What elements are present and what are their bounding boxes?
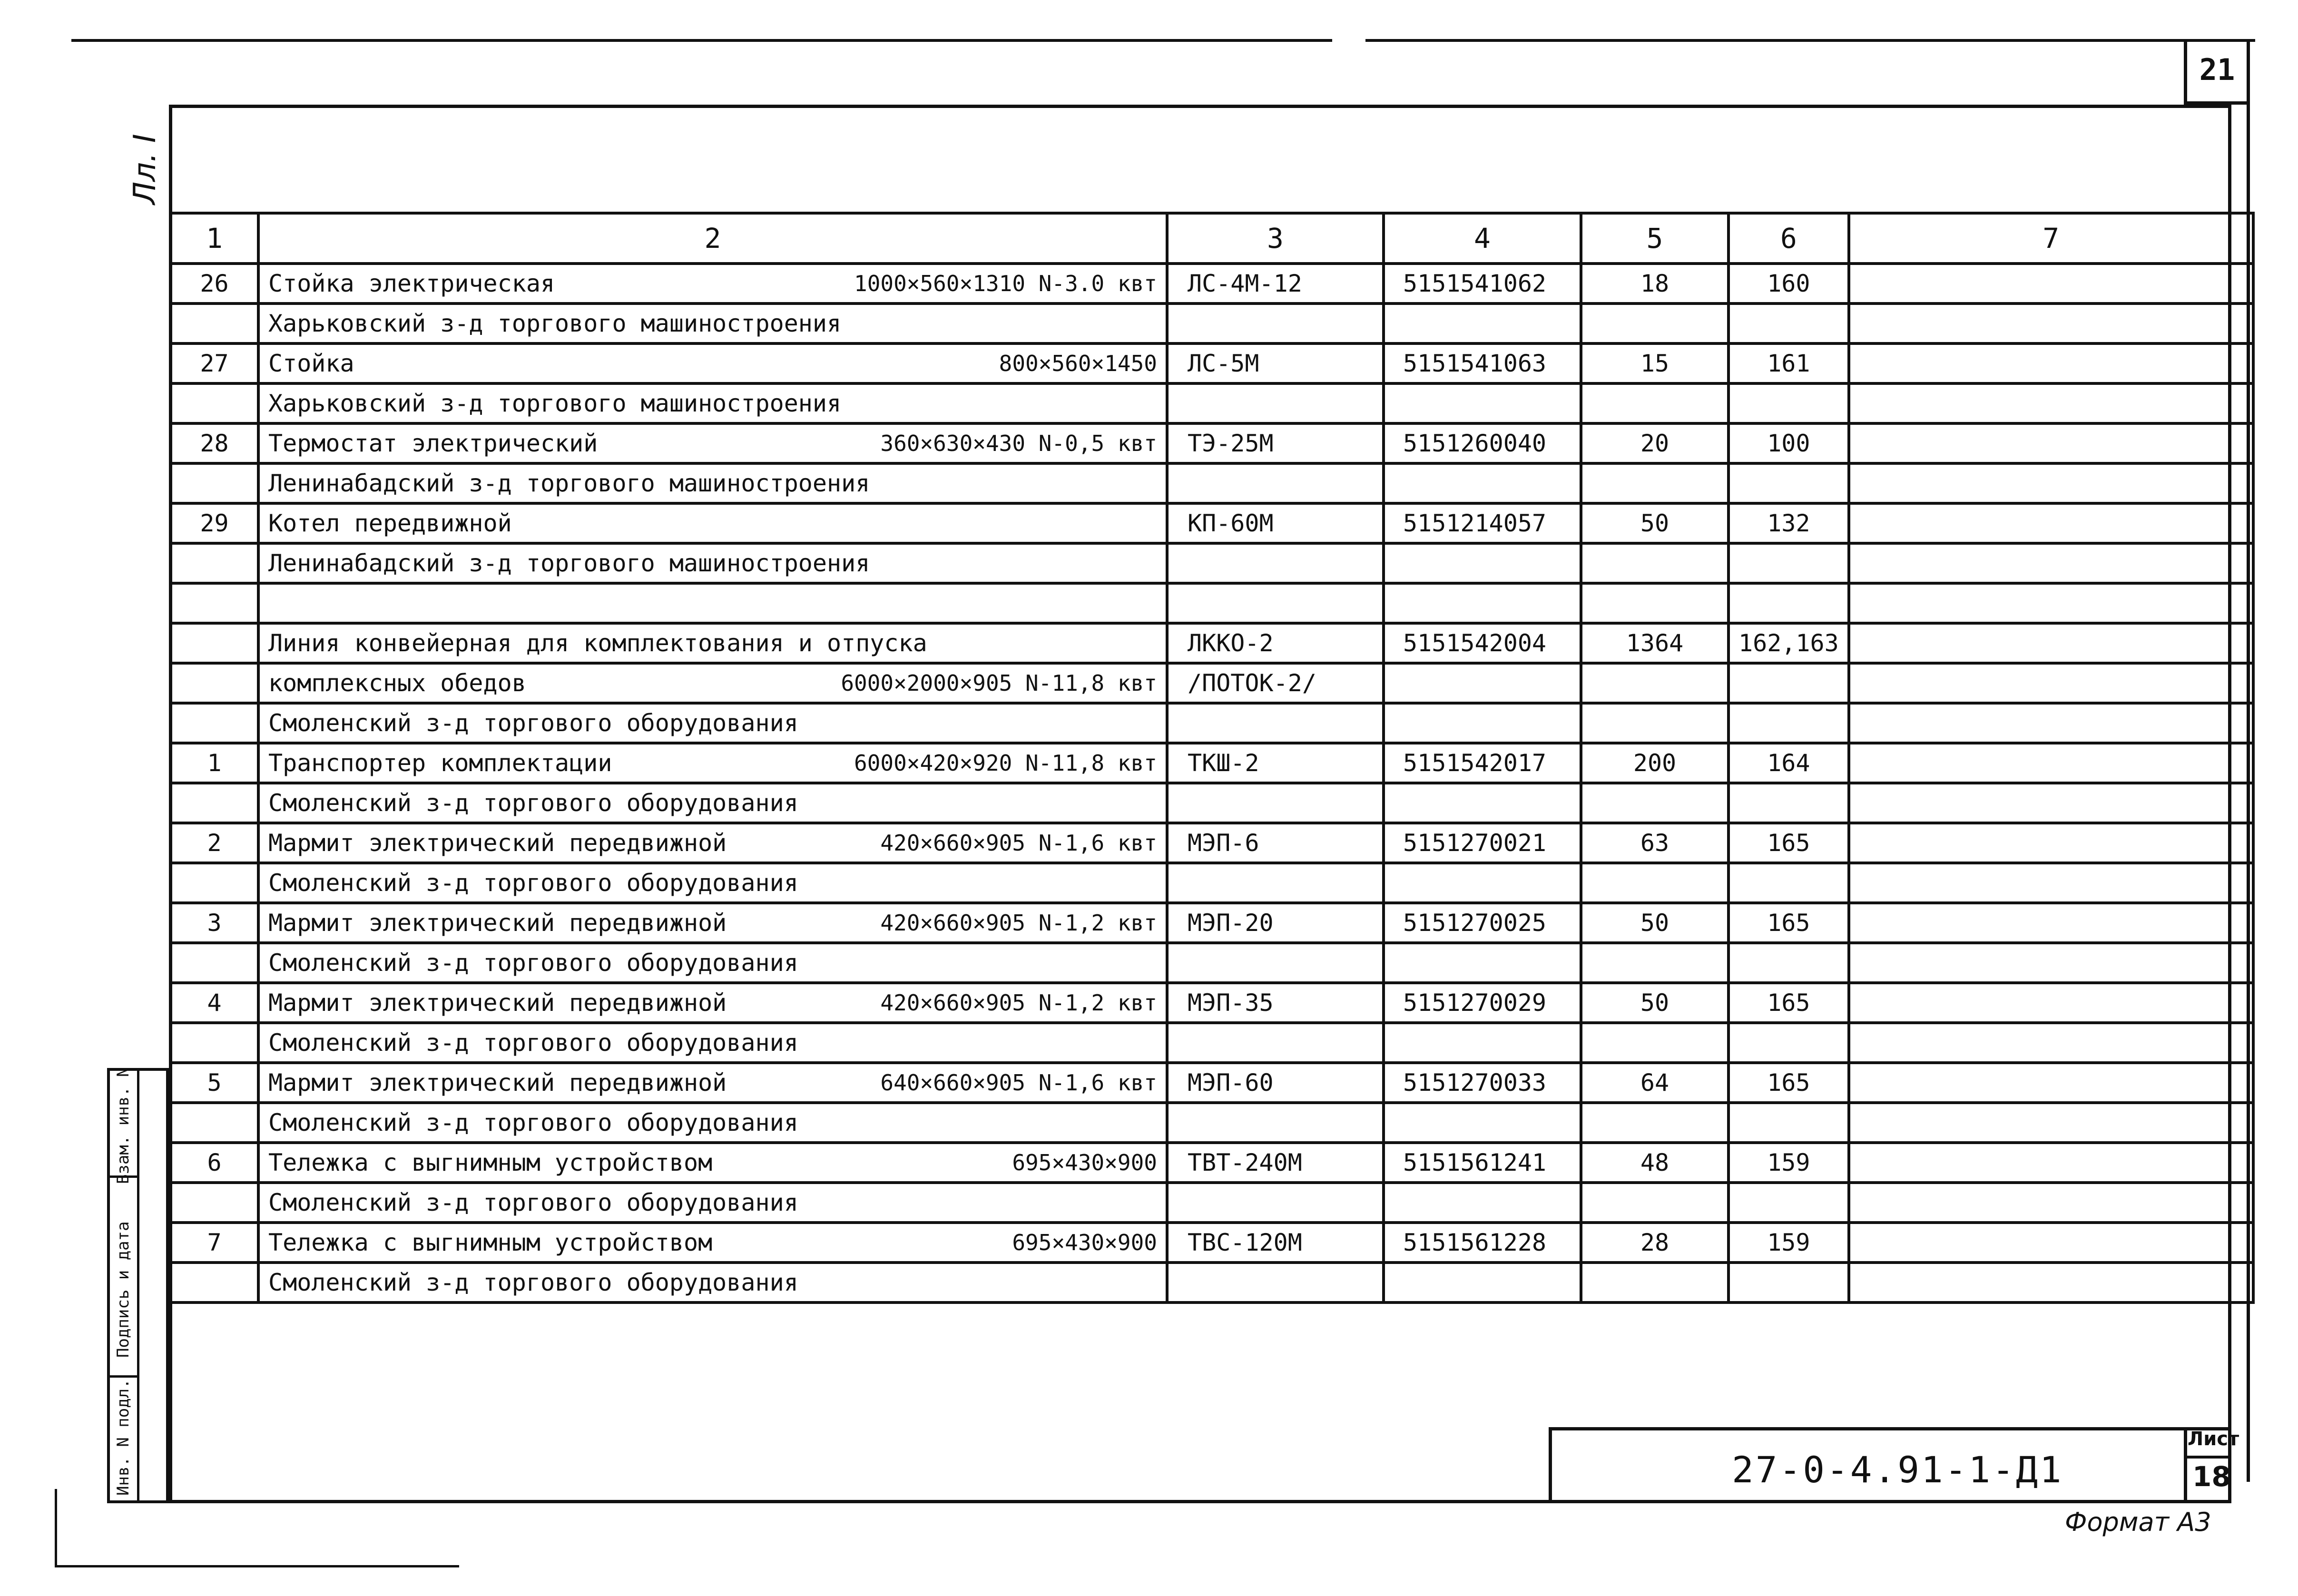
item-code: 5151260040 <box>1384 423 1581 463</box>
item-dimensions: 420×660×905 N-1,2 квт <box>880 910 1157 936</box>
item-name: Тележка с выгнимным устройством <box>268 1229 713 1256</box>
item-note <box>1849 503 2253 543</box>
item-name-wrap <box>268 991 1157 1015</box>
item-mark <box>1167 1183 1384 1223</box>
table-row <box>170 623 2253 663</box>
row-number <box>170 383 258 423</box>
item-name: Тележка с выгнимным устройством <box>268 1149 713 1176</box>
item-dimensions: 6000×420×920 N-11,8 квт <box>854 750 1157 776</box>
item-description <box>258 264 1167 304</box>
item-qty <box>1581 1263 1728 1302</box>
row-number: 2 <box>170 823 258 863</box>
item-code <box>1384 663 1581 703</box>
item-page <box>1728 943 1849 983</box>
item-qty: 50 <box>1581 983 1728 1023</box>
item-code <box>1384 783 1581 823</box>
item-page <box>1728 383 1849 423</box>
item-name: Смоленский з-д торгового оборудования <box>268 1189 798 1216</box>
header-col-3: 3 <box>1167 213 1384 264</box>
item-code: 5151542017 <box>1384 743 1581 783</box>
item-name-wrap <box>268 1031 1157 1055</box>
item-name: Транспортер комплектации <box>268 749 612 777</box>
item-page: 161 <box>1728 343 1849 383</box>
item-description <box>258 1223 1167 1263</box>
item-description <box>258 383 1167 423</box>
item-code: 5151270025 <box>1384 903 1581 943</box>
item-name: Смоленский з-д торгового оборудования <box>268 949 798 977</box>
item-code: 5151541062 <box>1384 264 1581 304</box>
item-note <box>1849 823 2253 863</box>
item-note <box>1849 1183 2253 1223</box>
row-number <box>170 863 258 903</box>
header-col-6: 6 <box>1728 213 1849 264</box>
item-mark: ТВС-120М <box>1167 1223 1384 1263</box>
item-note <box>1849 903 2253 943</box>
item-name-wrap <box>268 551 1157 575</box>
row-number: 5 <box>170 1063 258 1103</box>
row-number <box>170 1103 258 1143</box>
item-description <box>258 903 1167 943</box>
item-page: 165 <box>1728 1063 1849 1103</box>
item-mark <box>1167 863 1384 903</box>
item-page: 165 <box>1728 983 1849 1023</box>
item-code <box>1384 943 1581 983</box>
row-number <box>170 583 258 623</box>
item-name: Мармит электрический передвижной <box>268 989 727 1017</box>
item-code <box>1384 1023 1581 1063</box>
item-dimensions: 640×660×905 N-1,6 квт <box>880 1070 1157 1096</box>
item-page <box>1728 1263 1849 1302</box>
sheet-mark: Лл. I <box>128 134 163 205</box>
item-description <box>258 1103 1167 1143</box>
inv-podl-label: Инв. N подл. <box>114 1379 133 1496</box>
row-number <box>170 943 258 983</box>
item-name-wrap <box>268 911 1157 935</box>
item-name: Стойка электрическая <box>268 270 555 297</box>
sheet-label: Лист <box>2188 1428 2239 1450</box>
row-number <box>170 1023 258 1063</box>
item-name: Смоленский з-д торгового оборудования <box>268 1029 798 1057</box>
item-name-wrap <box>268 951 1157 975</box>
table-row <box>170 943 2253 983</box>
item-name: Смоленский з-д торгового оборудования <box>268 709 798 737</box>
item-note <box>1849 663 2253 703</box>
item-page <box>1728 1103 1849 1143</box>
table-row <box>170 743 2253 783</box>
item-note <box>1849 583 2253 623</box>
table-header-row <box>170 213 2253 264</box>
item-code <box>1384 1183 1581 1223</box>
table-row <box>170 1223 2253 1263</box>
item-name-wrap <box>268 871 1157 895</box>
row-number: 6 <box>170 1143 258 1183</box>
item-page <box>1728 1023 1849 1063</box>
item-qty <box>1581 304 1728 343</box>
item-name: Смоленский з-д торгового оборудования <box>268 789 798 817</box>
frame-left-bottom-line <box>55 1489 57 1567</box>
item-note <box>1849 1143 2253 1183</box>
row-number: 29 <box>170 503 258 543</box>
item-name: Харьковский з-д торгового машиностроения <box>268 310 842 337</box>
item-note <box>1849 264 2253 304</box>
table-row <box>170 1143 2253 1183</box>
item-note <box>1849 703 2253 743</box>
item-description <box>258 543 1167 583</box>
item-description <box>258 783 1167 823</box>
item-description <box>258 743 1167 783</box>
item-code <box>1384 463 1581 503</box>
row-number: 27 <box>170 343 258 383</box>
item-page <box>1728 463 1849 503</box>
item-mark <box>1167 583 1384 623</box>
header-col-1: 1 <box>170 213 258 264</box>
item-note <box>1849 623 2253 663</box>
item-mark <box>1167 703 1384 743</box>
table-row <box>170 703 2253 743</box>
item-mark <box>1167 304 1384 343</box>
item-mark <box>1167 1023 1384 1063</box>
item-code: 5151270033 <box>1384 1063 1581 1103</box>
item-name-wrap <box>268 511 1157 535</box>
item-dimensions: 1000×560×1310 N-3.0 квт <box>854 271 1157 296</box>
item-page <box>1728 703 1849 743</box>
item-page: 165 <box>1728 823 1849 863</box>
row-number <box>170 463 258 503</box>
item-qty: 18 <box>1581 264 1728 304</box>
row-number: 28 <box>170 423 258 463</box>
item-mark <box>1167 783 1384 823</box>
item-mark: /ПОТОК-2/ <box>1167 663 1384 703</box>
item-description <box>258 463 1167 503</box>
item-page: 159 <box>1728 1223 1849 1263</box>
row-number <box>170 703 258 743</box>
item-code <box>1384 1103 1581 1143</box>
sheet-number: 18 <box>2192 1460 2231 1493</box>
item-dimensions: 800×560×1450 <box>999 351 1157 376</box>
item-code: 5151270021 <box>1384 823 1581 863</box>
item-mark: ЛККО-2 <box>1167 623 1384 663</box>
row-number <box>170 1263 258 1302</box>
item-name-wrap <box>268 831 1157 855</box>
item-name-wrap <box>268 1191 1157 1214</box>
item-page: 162,163 <box>1728 623 1849 663</box>
item-description <box>258 943 1167 983</box>
item-mark <box>1167 543 1384 583</box>
item-description <box>258 1263 1167 1302</box>
table-row <box>170 863 2253 903</box>
item-name-wrap <box>268 392 1157 415</box>
item-qty: 48 <box>1581 1143 1728 1183</box>
item-name: Котел передвижной <box>268 509 512 537</box>
item-name-wrap <box>268 1111 1157 1135</box>
item-description <box>258 663 1167 703</box>
item-qty <box>1581 863 1728 903</box>
item-mark: МЭП-60 <box>1167 1063 1384 1103</box>
item-dimensions: 420×660×905 N-1,2 квт <box>880 990 1157 1016</box>
item-page <box>1728 543 1849 583</box>
item-description <box>258 1143 1167 1183</box>
header-col-5: 5 <box>1581 213 1728 264</box>
item-qty: 64 <box>1581 1063 1728 1103</box>
item-dimensions: 6000×2000×905 N-11,8 квт <box>841 670 1157 696</box>
row-number <box>170 543 258 583</box>
item-description <box>258 623 1167 663</box>
table-row <box>170 1103 2253 1143</box>
item-qty <box>1581 1103 1728 1143</box>
item-name-wrap <box>268 352 1157 375</box>
table-row <box>170 304 2253 343</box>
frame-top-line-right <box>1365 39 2255 42</box>
table-row <box>170 543 2253 583</box>
item-note <box>1849 1103 2253 1143</box>
item-page: 132 <box>1728 503 1849 543</box>
item-mark <box>1167 383 1384 423</box>
item-mark: МЭП-35 <box>1167 983 1384 1023</box>
item-page <box>1728 783 1849 823</box>
row-number <box>170 623 258 663</box>
table-row <box>170 343 2253 383</box>
item-name: Смоленский з-д торгового оборудования <box>268 869 798 897</box>
item-qty <box>1581 383 1728 423</box>
header-col-2: 2 <box>258 213 1167 264</box>
item-page: 100 <box>1728 423 1849 463</box>
table-row <box>170 383 2253 423</box>
table-row <box>170 1063 2253 1103</box>
item-page: 164 <box>1728 743 1849 783</box>
item-page <box>1728 863 1849 903</box>
item-code: 5151214057 <box>1384 503 1581 543</box>
header-col-7: 7 <box>1849 213 2253 264</box>
item-note <box>1849 743 2253 783</box>
podpis-data-label: Подпись и дата <box>114 1221 133 1358</box>
item-note <box>1849 783 2253 823</box>
row-number: 4 <box>170 983 258 1023</box>
item-mark: ЛС-4М-12 <box>1167 264 1384 304</box>
item-description <box>258 823 1167 863</box>
item-name-wrap <box>268 1271 1157 1294</box>
item-name-wrap <box>268 471 1157 495</box>
item-qty <box>1581 663 1728 703</box>
item-note <box>1849 304 2253 343</box>
binding-col-2 <box>139 1071 167 1500</box>
item-page <box>1728 583 1849 623</box>
item-qty <box>1581 703 1728 743</box>
item-qty: 28 <box>1581 1223 1728 1263</box>
item-qty: 50 <box>1581 903 1728 943</box>
item-code <box>1384 383 1581 423</box>
item-note <box>1849 983 2253 1023</box>
item-page: 159 <box>1728 1143 1849 1183</box>
item-name: Харьковский з-д торгового машиностроения <box>268 390 842 417</box>
item-code: 5151541063 <box>1384 343 1581 383</box>
item-description <box>258 503 1167 543</box>
item-dimensions: 420×660×905 N-1,6 квт <box>880 830 1157 856</box>
table-row <box>170 663 2253 703</box>
table-row <box>170 823 2253 863</box>
item-dimensions: 360×630×430 N-0,5 квт <box>880 431 1157 456</box>
item-name-wrap <box>268 272 1157 295</box>
item-name: Мармит электрический передвижной <box>268 1069 727 1097</box>
item-name: Стойка <box>268 350 354 377</box>
row-number <box>170 783 258 823</box>
item-mark: КП-60М <box>1167 503 1384 543</box>
item-note <box>1849 463 2253 503</box>
table-row <box>170 1023 2253 1063</box>
item-mark: ЛС-5М <box>1167 343 1384 383</box>
vzam-inv-label: Взам. инв. N <box>114 1067 133 1184</box>
item-qty: 1364 <box>1581 623 1728 663</box>
header-col-4: 4 <box>1384 213 1581 264</box>
item-code <box>1384 583 1581 623</box>
document-code: 27-0-4.91-1-Д1 <box>1732 1449 2063 1491</box>
item-qty: 20 <box>1581 423 1728 463</box>
format-label: Формат А3 <box>2065 1507 2211 1537</box>
binding-col-1 <box>110 1067 139 1500</box>
item-note <box>1849 383 2253 423</box>
item-name: Мармит электрический передвижной <box>268 829 727 857</box>
item-mark <box>1167 943 1384 983</box>
item-code <box>1384 863 1581 903</box>
item-qty <box>1581 783 1728 823</box>
table-row <box>170 1183 2253 1223</box>
item-page <box>1728 1183 1849 1223</box>
item-code: 5151561228 <box>1384 1223 1581 1263</box>
page-number: 21 <box>2199 52 2235 87</box>
table-row <box>170 1263 2253 1302</box>
item-code: 5151561241 <box>1384 1143 1581 1183</box>
item-note <box>1849 1063 2253 1103</box>
item-note <box>1849 343 2253 383</box>
frame-top-line-left <box>71 39 1332 42</box>
item-qty <box>1581 943 1728 983</box>
frame-bottom-left-line <box>55 1565 459 1567</box>
item-dimensions: 695×430×900 <box>1012 1150 1157 1175</box>
item-page <box>1728 663 1849 703</box>
item-name: комплексных обедов <box>268 669 526 697</box>
item-description <box>258 1023 1167 1063</box>
item-code <box>1384 304 1581 343</box>
item-code <box>1384 703 1581 743</box>
table-row <box>170 783 2253 823</box>
item-qty: 63 <box>1581 823 1728 863</box>
item-mark <box>1167 1263 1384 1302</box>
item-qty <box>1581 583 1728 623</box>
item-description <box>258 304 1167 343</box>
item-name-wrap <box>268 431 1157 455</box>
item-name: Линия конвейерная для комплектования и отпуска <box>268 629 927 657</box>
row-number <box>170 304 258 343</box>
item-name: Ленинабадский з-д торгового машиностроения <box>268 470 870 497</box>
item-name-wrap <box>268 312 1157 335</box>
row-number: 1 <box>170 743 258 783</box>
item-qty <box>1581 543 1728 583</box>
item-description <box>258 1063 1167 1103</box>
item-name: Ленинабадский з-д торгового машиностроения <box>268 549 870 577</box>
item-name: Термостат электрический <box>268 430 598 457</box>
row-number <box>170 663 258 703</box>
row-number: 7 <box>170 1223 258 1263</box>
item-description <box>258 703 1167 743</box>
item-page: 160 <box>1728 264 1849 304</box>
item-mark: ТЭ-25М <box>1167 423 1384 463</box>
item-description <box>258 863 1167 903</box>
item-code <box>1384 543 1581 583</box>
item-name-wrap <box>268 1151 1157 1175</box>
specification-table <box>169 212 2255 1304</box>
table-row <box>170 264 2253 304</box>
item-code: 5151270029 <box>1384 983 1581 1023</box>
item-note <box>1849 423 2253 463</box>
item-description <box>258 983 1167 1023</box>
item-description <box>258 1183 1167 1223</box>
item-qty <box>1581 1023 1728 1063</box>
item-name: Мармит электрический передвижной <box>268 909 727 937</box>
item-mark <box>1167 463 1384 503</box>
item-page: 165 <box>1728 903 1849 943</box>
item-name: Смоленский з-д торгового оборудования <box>268 1269 798 1296</box>
table-row <box>170 903 2253 943</box>
item-qty <box>1581 463 1728 503</box>
item-note <box>1849 1023 2253 1063</box>
item-mark: МЭП-6 <box>1167 823 1384 863</box>
table-row <box>170 583 2253 623</box>
row-number: 3 <box>170 903 258 943</box>
binding-strip <box>107 1068 169 1503</box>
item-name-wrap <box>268 1071 1157 1095</box>
item-note <box>1849 1223 2253 1263</box>
table-row <box>170 503 2253 543</box>
row-number: 26 <box>170 264 258 304</box>
item-description <box>258 583 1167 623</box>
item-name-wrap <box>268 751 1157 775</box>
row-number <box>170 1183 258 1223</box>
item-note <box>1849 943 2253 983</box>
item-description <box>258 343 1167 383</box>
table-row <box>170 983 2253 1023</box>
item-qty: 50 <box>1581 503 1728 543</box>
table-row <box>170 423 2253 463</box>
table-row <box>170 463 2253 503</box>
item-dimensions: 695×430×900 <box>1012 1230 1157 1255</box>
item-name-wrap <box>268 791 1157 815</box>
item-mark <box>1167 1103 1384 1143</box>
item-name-wrap <box>268 1231 1157 1254</box>
item-note <box>1849 543 2253 583</box>
item-mark: ТКШ-2 <box>1167 743 1384 783</box>
item-mark: МЭП-20 <box>1167 903 1384 943</box>
item-name-wrap <box>268 711 1157 735</box>
item-code <box>1384 1263 1581 1302</box>
item-qty: 200 <box>1581 743 1728 783</box>
item-qty: 15 <box>1581 343 1728 383</box>
item-mark: ТВТ-240М <box>1167 1143 1384 1183</box>
item-name: Смоленский з-д торгового оборудования <box>268 1109 798 1136</box>
item-description <box>258 423 1167 463</box>
item-note <box>1849 863 2253 903</box>
item-code: 5151542004 <box>1384 623 1581 663</box>
item-note <box>1849 1263 2253 1302</box>
item-qty <box>1581 1183 1728 1223</box>
item-page <box>1728 304 1849 343</box>
item-name-wrap <box>268 631 1157 655</box>
item-name-wrap <box>268 671 1157 695</box>
